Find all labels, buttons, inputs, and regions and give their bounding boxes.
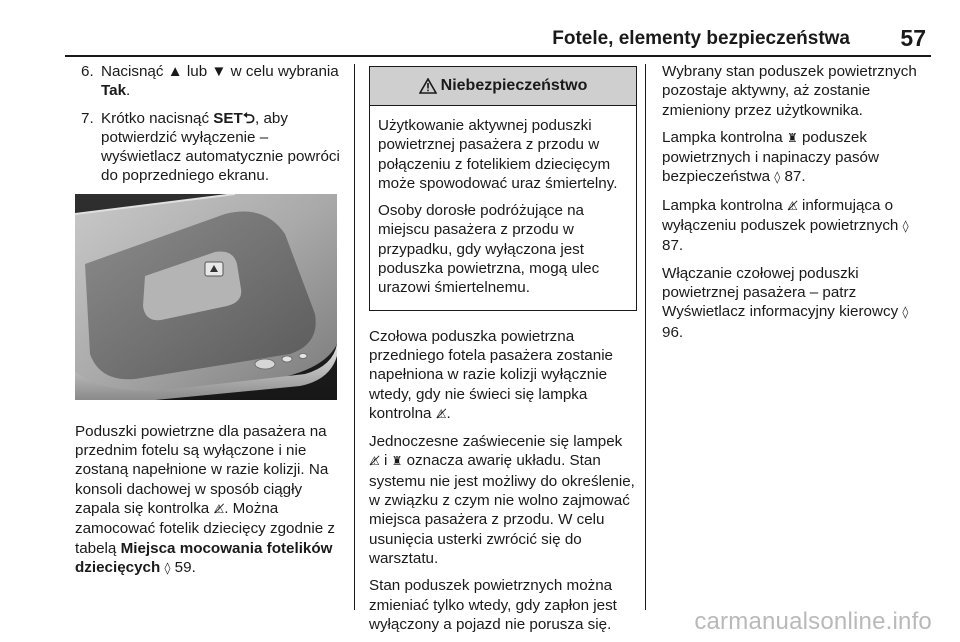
airbag-off-icon: ⚠̸	[213, 501, 225, 516]
back-icon: ⮌	[242, 109, 255, 127]
warning-title: Niebezpieczeństwo	[440, 77, 588, 95]
column-divider	[354, 64, 355, 610]
paragraph	[662, 196, 924, 256]
page-ref: 87.	[662, 237, 684, 255]
page-number: 57	[900, 25, 926, 51]
step-bold: Tak	[101, 82, 127, 100]
step-6	[75, 62, 343, 101]
text: Lampka kontrolna	[662, 196, 787, 214]
airbag-off-icon: ⚠̸	[786, 198, 798, 213]
text: Poduszki powietrzne dla pasażera na przednim fotelu są wyłączone i nie zostaną napełnione w razie kolizji. Na konsoli dachowej w sposób ciągły zapala się kontrolka	[75, 422, 329, 517]
page-ref: 59.	[170, 558, 196, 576]
reference-arrow-icon: ◊	[164, 560, 171, 575]
text: Lampka kontrolna	[662, 128, 787, 146]
reference-arrow-icon: ◊	[774, 170, 781, 185]
step-7	[75, 109, 343, 186]
header-rule	[65, 55, 931, 57]
paragraph	[75, 422, 343, 578]
text: oznacza awarię układu. Stan systemu nie jest możliwy do określenie, w związku z czym nie wolno zajmować miejsca pasażera z przodu. W celu usunięcia usterki zwrócić się do warsztatu.	[369, 452, 635, 567]
step-number: 6.	[81, 63, 94, 80]
text: . Można zamocować fotelik dziecięcy zgodnie z tabelą	[75, 499, 335, 557]
airbag-icon: ♜	[786, 130, 798, 145]
column-divider	[645, 64, 646, 610]
step-bold: SET	[213, 109, 243, 127]
text: .	[446, 404, 451, 422]
warning-box	[369, 66, 637, 311]
airbag-off-icon: ⚠̸	[435, 406, 447, 421]
step-text-end: , aby potwierdzić wyłączenie – wyświetlacz automatycznie powróci do poprzedniego ekranu.	[101, 109, 340, 185]
page-ref: 96.	[662, 323, 684, 341]
airbag-icon: ♜	[391, 454, 403, 469]
paragraph	[662, 128, 924, 188]
page-ref: 87.	[780, 168, 806, 186]
text: i	[379, 452, 392, 470]
paragraph	[369, 432, 637, 568]
reference-arrow-icon: ◊	[902, 305, 909, 320]
link-child-seat-table[interactable]: Miejsca mocowania fotelików dziecięcych	[75, 539, 333, 576]
text: poduszek powietrznych i napinaczy pasów bezpieczeństwa	[662, 128, 879, 186]
text: Czołowa poduszka powietrzna przedniego fotela pasażera zostanie napełniona w razie kolizji wyłącznie wtedy, gdy nie świeci się lampka kontrolna	[369, 327, 614, 422]
page-title: Fotele, elementy bezpieczeństwa	[552, 28, 850, 49]
column-2	[369, 62, 637, 642]
warning-body	[370, 106, 636, 310]
paragraph: Stan poduszek powietrznych można zmieniać tylko wtedy, gdy zapłon jest wyłączony a pojazd nie porusza się.	[369, 577, 617, 633]
step-text: Krótko nacisnąć	[101, 109, 214, 127]
overhead-console-photo	[75, 194, 337, 400]
paragraph	[369, 327, 637, 424]
column-1	[75, 62, 343, 586]
watermark: carmanualsonline.info	[694, 608, 932, 635]
warning-text: Osoby dorosłe podróżujące na miejscu pasażera z przodu w przypadku, gdy wyłączona jest poduszka powietrzna, mogą ulec urazowi śmiertelnemu.	[378, 202, 600, 297]
warning-header	[370, 67, 636, 106]
warning-text: Użytkowanie aktywnej poduszki powietrznej pasażera z przodu w połączeniu z fotelikiem dziecięcym może spowodować uraz śmiertelny.	[378, 117, 618, 192]
text: informująca o wyłączeniu poduszek powietrznych	[662, 196, 903, 235]
warning-triangle-icon	[419, 78, 437, 94]
text: Włączanie czołowej poduszki powietrznej pasażera – patrz Wyświetlacz informacyjny kierowcy	[662, 264, 903, 321]
column-3	[662, 62, 924, 350]
paragraph	[662, 264, 924, 342]
step-text-end: .	[126, 82, 131, 100]
step-text: Nacisnąć ▲ lub ▼ w celu wybrania	[101, 63, 339, 80]
reference-arrow-icon: ◊	[902, 219, 909, 234]
airbag-off-icon: ⚠̸	[369, 454, 380, 469]
paragraph: Wybrany stan poduszek powietrznych pozostaje aktywny, aż zostanie zmieniony przez użytkownika.	[662, 63, 917, 119]
text: Jednoczesne zaświecenie się lampek	[369, 433, 623, 451]
step-number: 7.	[81, 109, 94, 127]
